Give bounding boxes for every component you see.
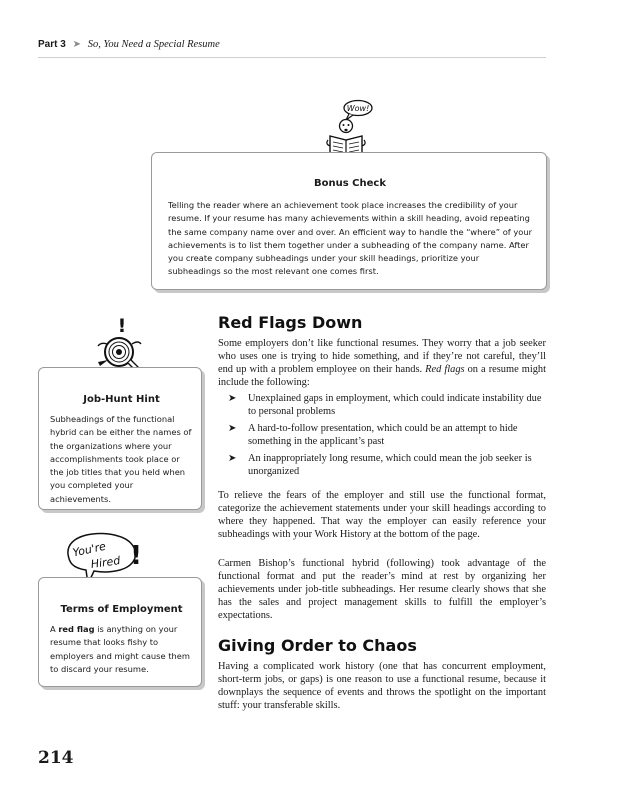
arrow-icon: ➤ (72, 39, 81, 50)
terms-body-pre: A (50, 624, 59, 634)
bullet-arrow-icon: ➤ (228, 423, 237, 434)
bullet-arrow-icon: ➤ (228, 393, 237, 404)
bonus-check-title: Bonus Check (314, 178, 386, 189)
bonus-check-box (151, 152, 547, 290)
giving-order-paragraph: Having a complicated work history (one that has concurrent employment, short-term jobs, or gaps) is one reason to use a functional resume, because it downplays the sequence of events and throws the spotlight on the important stuff: your transferable skills. (218, 661, 546, 711)
list-item-text: Unexplained gaps in employment, which could indicate instability due to personal problems (248, 393, 542, 417)
wow-label: Wow! (346, 104, 370, 113)
red-flags-paragraph-3: Carmen Bishop’s functional hybrid (following) took advantage of the functional format and put the reader’s mind at rest by organizing her achievements under job-title subheadings. Her resume clearly shows that she has the sales and project management skills to fulfill the employer’s expectations. (218, 558, 546, 621)
terms-title: Terms of Employment (60, 604, 183, 615)
job-hunt-hint-title: Job-Hunt Hint (83, 394, 160, 405)
chapter-title: So, You Need a Special Resume (87, 39, 220, 50)
bullet-arrow-icon: ➤ (228, 453, 237, 464)
exclamation-mark: ! (117, 315, 127, 337)
intro-part-b: on a resume might include the following: (218, 364, 546, 388)
part-label: Part 3 (38, 39, 66, 50)
reading-man-icon (318, 96, 378, 160)
intro-emphasis: Red flags (425, 364, 465, 375)
running-head (38, 39, 546, 58)
job-hunt-hint-box (38, 367, 202, 510)
youre-label: You're (71, 539, 108, 560)
terms-of-employment-box (38, 577, 202, 687)
page-number: 214 (38, 748, 74, 768)
terms-body (50, 623, 193, 676)
section-heading-red-flags: Red Flags Down (218, 313, 363, 332)
section-heading-giving-order: Giving Order to Chaos (218, 636, 417, 655)
terms-defined-word: red flag (58, 624, 95, 634)
red-flags-intro (218, 337, 546, 389)
red-flags-paragraph-2: To relieve the fears of the employer and still use the functional format, categorize the achievement statements under your skill headings according to where they happened. That way the employer can easily reference your subheadings with your Work History at the bottom of the page. (218, 490, 546, 540)
hired-exclamation: ! (130, 541, 142, 571)
list-item (228, 392, 546, 418)
list-item (228, 452, 546, 478)
hired-label: Hired (89, 554, 122, 572)
intro-part-a: Some employers don’t like functional resumes. They worry that a job seeker who uses one is trying to hide something, and if they’re not careful, they’ll end up with a problem employee on their hands. (218, 338, 546, 375)
bonus-check-body: Telling the reader where an achievement took place increases the credibility of your resume. If your resume has many achievements within a skill heading, avoid repeating the same company name over and over. An efficient way to handle the “where” of your achievements is to list them together under a subheading of the company name. After you create company subheadings under your skill headings, prioritize your subheadings so the most relevant one comes first. (168, 200, 533, 277)
magnifier-character-icon (88, 314, 150, 372)
red-flags-list (228, 392, 546, 482)
list-item-text: An inappropriately long resume, which could mean the job seeker is unorganized (248, 453, 532, 477)
list-item-text: A hard-to-follow presentation, which could be an attempt to hide something in the applicant’s past (248, 423, 518, 447)
terms-body-post: is anything on your resume that looks fishy to employers and might cause them to discard your resume. (50, 624, 190, 674)
job-hunt-hint-body: Subheadings of the functional hybrid can be either the names of the organizations where your accomplishments took place or the job titles that you held when you completed your achievements. (50, 414, 192, 504)
list-item (228, 422, 546, 448)
